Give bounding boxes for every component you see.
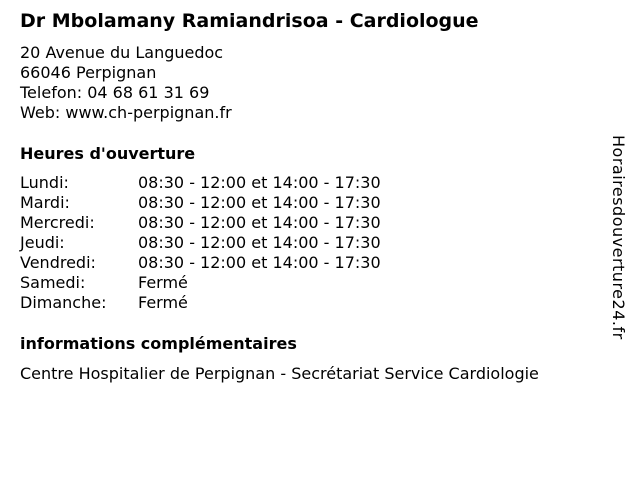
- day-hours: Fermé: [138, 293, 188, 312]
- hours-row-tuesday: [20, 193, 381, 213]
- hours-row-thursday: [20, 233, 381, 253]
- page-title: Dr Mbolamany Ramiandrisoa - Cardiologue: [20, 10, 479, 32]
- day-hours: 08:30 - 12:00 et 14:00 - 17:30: [138, 213, 381, 232]
- day-hours: 08:30 - 12:00 et 14:00 - 17:30: [138, 253, 381, 272]
- site-watermark: Horairesdouverture24.fr: [609, 135, 628, 340]
- day-label: Mercredi:: [20, 213, 95, 232]
- phone-line: [20, 83, 232, 103]
- street-address: 20 Avenue du Languedoc: [20, 43, 224, 62]
- day-label: Mardi:: [20, 193, 70, 212]
- address-block: [20, 43, 232, 123]
- day-hours: 08:30 - 12:00 et 14:00 - 17:30: [138, 193, 381, 212]
- web-line: [20, 103, 232, 123]
- hours-row-sunday: [20, 293, 381, 313]
- additional-info-text: Centre Hospitalier de Perpignan - Secrétariat Service Cardiologie: [20, 364, 539, 383]
- phone-label: Telefon:: [20, 83, 83, 102]
- phone-number[interactable]: 04 68 61 31 69: [87, 83, 210, 102]
- day-hours: Fermé: [138, 273, 188, 292]
- hours-row-friday: [20, 253, 381, 273]
- city-postal-code: 66046 Perpignan: [20, 63, 157, 82]
- website-link[interactable]: www.ch-perpignan.fr: [65, 103, 232, 122]
- day-hours: 08:30 - 12:00 et 14:00 - 17:30: [138, 173, 381, 192]
- day-label: Vendredi:: [20, 253, 96, 272]
- day-label: Lundi:: [20, 173, 69, 192]
- hours-row-monday: [20, 173, 381, 193]
- day-label: Dimanche:: [20, 293, 107, 312]
- web-label: Web:: [20, 103, 61, 122]
- hours-row-wednesday: [20, 213, 381, 233]
- opening-hours-table: [20, 173, 381, 313]
- hours-row-saturday: [20, 273, 381, 293]
- additional-info-heading: informations complémentaires: [20, 334, 297, 353]
- day-label: Samedi:: [20, 273, 86, 292]
- day-hours: 08:30 - 12:00 et 14:00 - 17:30: [138, 233, 381, 252]
- day-label: Jeudi:: [20, 233, 65, 252]
- opening-hours-heading: Heures d'ouverture: [20, 144, 196, 163]
